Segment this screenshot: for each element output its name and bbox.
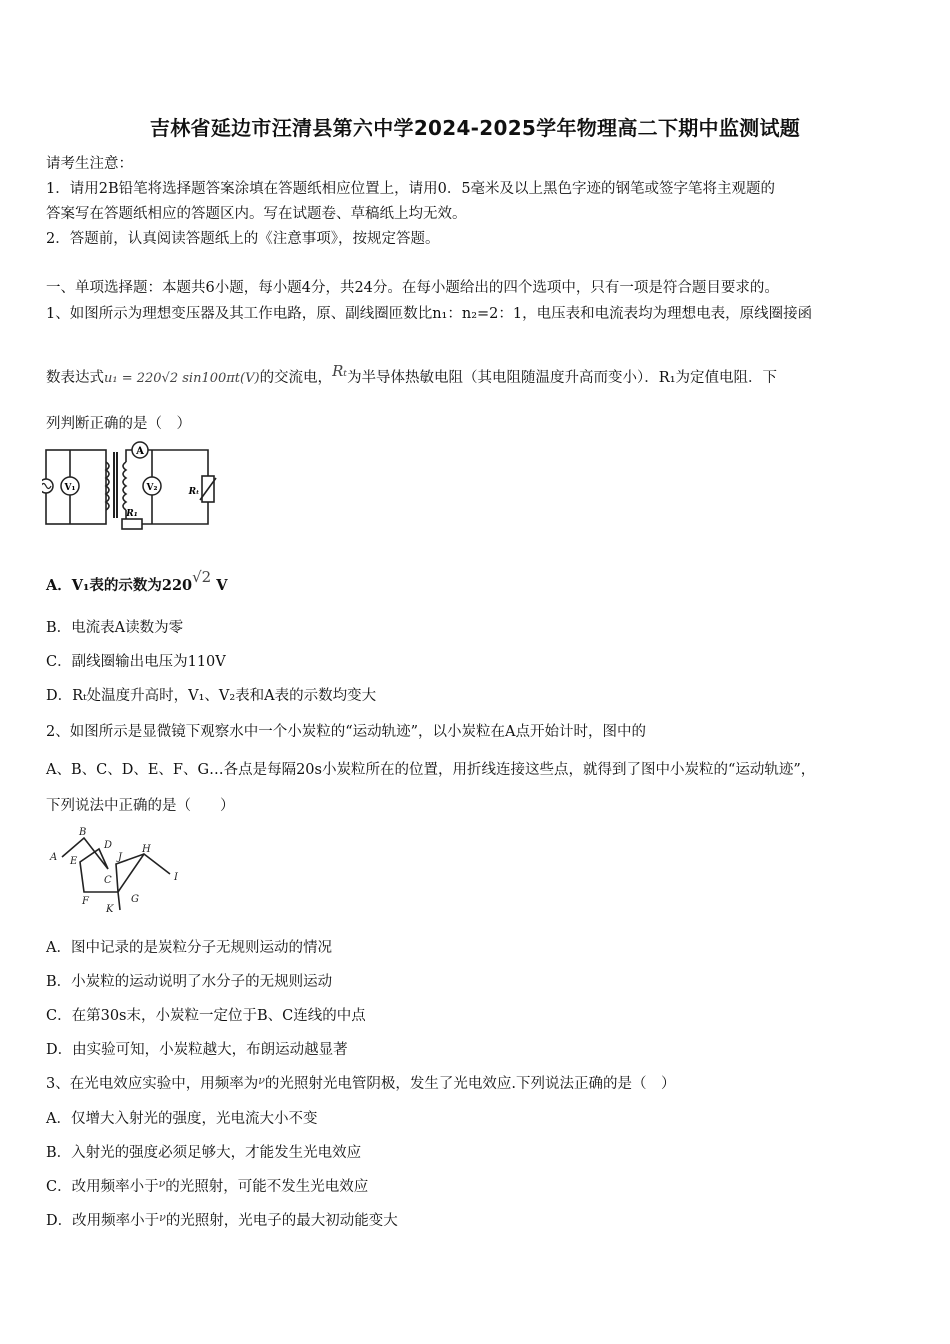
trajectory-path — [62, 838, 170, 910]
q3-option-d-text-b: 的光照射，光电子的最大初动能变大 — [165, 1213, 398, 1229]
primary-coil — [106, 462, 109, 510]
q1-option-d: D．Rₜ处温度升高时，V₁、V₂表和A表的示数均变大 — [46, 688, 377, 704]
q1-option-a-prefix: A．V₁表的示数为220 — [46, 577, 193, 594]
q1-option-b: B．电流表A读数为零 — [46, 620, 184, 636]
q1-stem-text-c: 为半导体热敏电阻（其电阻随温度升高而变小）．R₁为定值电阻．下 — [347, 370, 778, 386]
point-label-k: K — [106, 904, 114, 914]
q3-option-c-text-b: 的光照射，可能不发生光电效应 — [165, 1179, 369, 1195]
q3-option-c-text-a: C．改用频率小于 — [46, 1179, 159, 1195]
q1-voltage-formula: u₁ = 220√2 sin100πt(V) — [104, 371, 260, 386]
notice-heading: 请考生注意： — [46, 156, 133, 172]
notice-item-2: 2．答题前，认真阅读答题纸上的《注意事项》，按规定答题。 — [46, 231, 440, 247]
q3-option-d-text-a: D．改用频率小于 — [46, 1213, 160, 1229]
notice-item-1-line-1: 1．请用2B铅笔将选择题答案涂填在答题纸相应位置上，请用0．5毫米及以上黑色字迹的钢笔或签字笔将主观题的 — [46, 181, 776, 197]
q2-stem-line-3: 下列说法中正确的是（ ） — [46, 798, 235, 814]
q3-option-b: B．入射光的强度必须足够大，才能发生光电效应 — [46, 1145, 362, 1161]
q3-stem-text-a: 3、在光电效应实验中，用频率为 — [46, 1076, 259, 1092]
point-label-h: H — [142, 844, 151, 855]
q3-option-c-nu: ν — [158, 1177, 166, 1190]
q3-option-a: A．仅增大入射光的强度，光电流大小不变 — [46, 1111, 318, 1127]
point-label-j: J — [118, 852, 123, 863]
q1-option-c: C．副线圈输出电压为110V — [46, 654, 226, 670]
q3-option-d — [46, 1209, 398, 1230]
q2-option-a: A．图中记录的是炭粒分子无规则运动的情况 — [46, 940, 332, 956]
point-label-e: E — [70, 856, 78, 867]
point-label-c: C — [104, 875, 112, 886]
q1-stem-text-b: 的交流电， — [259, 370, 333, 386]
q3-option-d-nu: ν — [159, 1211, 166, 1224]
q1-stem-line-2 — [46, 362, 777, 387]
q1-rt-symbol: Rₜ — [332, 362, 348, 380]
brownian-motion-trajectory-diagram — [46, 822, 196, 914]
point-label-f: F — [82, 896, 89, 907]
q3-frequency-symbol: ν — [258, 1074, 265, 1087]
point-label-g: G — [131, 894, 139, 905]
voltmeter-v2-label: V₂ — [146, 483, 158, 493]
q1-stem-line-3: 列判断正确的是（ ） — [46, 416, 191, 432]
r1-label: R₁ — [126, 509, 138, 519]
q2-stem-line-1: 2、如图所示是显微镜下观察水中一个小炭粒的“运动轨迹”，以小炭粒在A点开始计时，图中的 — [46, 724, 647, 740]
q3-stem-text-b: 的光照射光电管阴极，发生了光电效应.下列说法正确的是（ ） — [264, 1076, 676, 1092]
secondary-coil — [123, 462, 126, 510]
q1-option-a-unit: V — [216, 577, 228, 594]
q1-stem-text-a: 数表达式 — [46, 370, 104, 386]
q3-option-c — [46, 1175, 368, 1196]
transformer-circuit-diagram — [42, 438, 220, 530]
q3-stem — [46, 1072, 676, 1093]
q2-option-d: D．由实验可知，小炭粒越大，布朗运动越显著 — [46, 1042, 348, 1058]
q2-stem-line-2: A、B、C、D、E、F、G…各点是每隔20s小炭粒所在的位置，用折线连接这些点，就得到了图中小炭粒的“运动轨迹”， — [46, 762, 816, 778]
point-label-a: A — [50, 852, 58, 863]
q1-stem-line-1: 1、如图所示为理想变压器及其工作电路，原、副线圈匝数比n₁：n₂=2：1，电压表和电流表均为理想电表，原线圈接函 — [46, 306, 813, 322]
ammeter-label: A — [136, 446, 144, 457]
rt-label: Rₜ — [188, 487, 200, 497]
page-title: 吉林省延边市汪清县第六中学2024-2025学年物理高二下期中监测试题 — [149, 116, 801, 140]
q2-option-b: B．小炭粒的运动说明了水分子的无规则运动 — [46, 974, 333, 990]
section-heading: 一、单项选择题：本题共6小题，每小题4分，共24分。在每小题给出的四个选项中，只有一项是符合题目要求的。 — [46, 280, 779, 296]
point-label-d: D — [104, 840, 113, 851]
point-label-i: I — [174, 872, 178, 883]
notice-item-1-line-2: 答案写在答题纸相应的答题区内。写在试题卷、草稿纸上均无效。 — [46, 206, 467, 222]
resistor-r1 — [122, 519, 142, 529]
point-label-b: B — [79, 827, 87, 838]
ac-source-icon — [42, 479, 53, 493]
voltmeter-v1-label: V₁ — [64, 483, 76, 493]
q2-option-c: C．在第30s末，小炭粒一定位于B、C连线的中点 — [46, 1008, 366, 1024]
q1-option-a — [46, 568, 228, 595]
q1-option-a-sqrt: √2 — [192, 568, 212, 586]
